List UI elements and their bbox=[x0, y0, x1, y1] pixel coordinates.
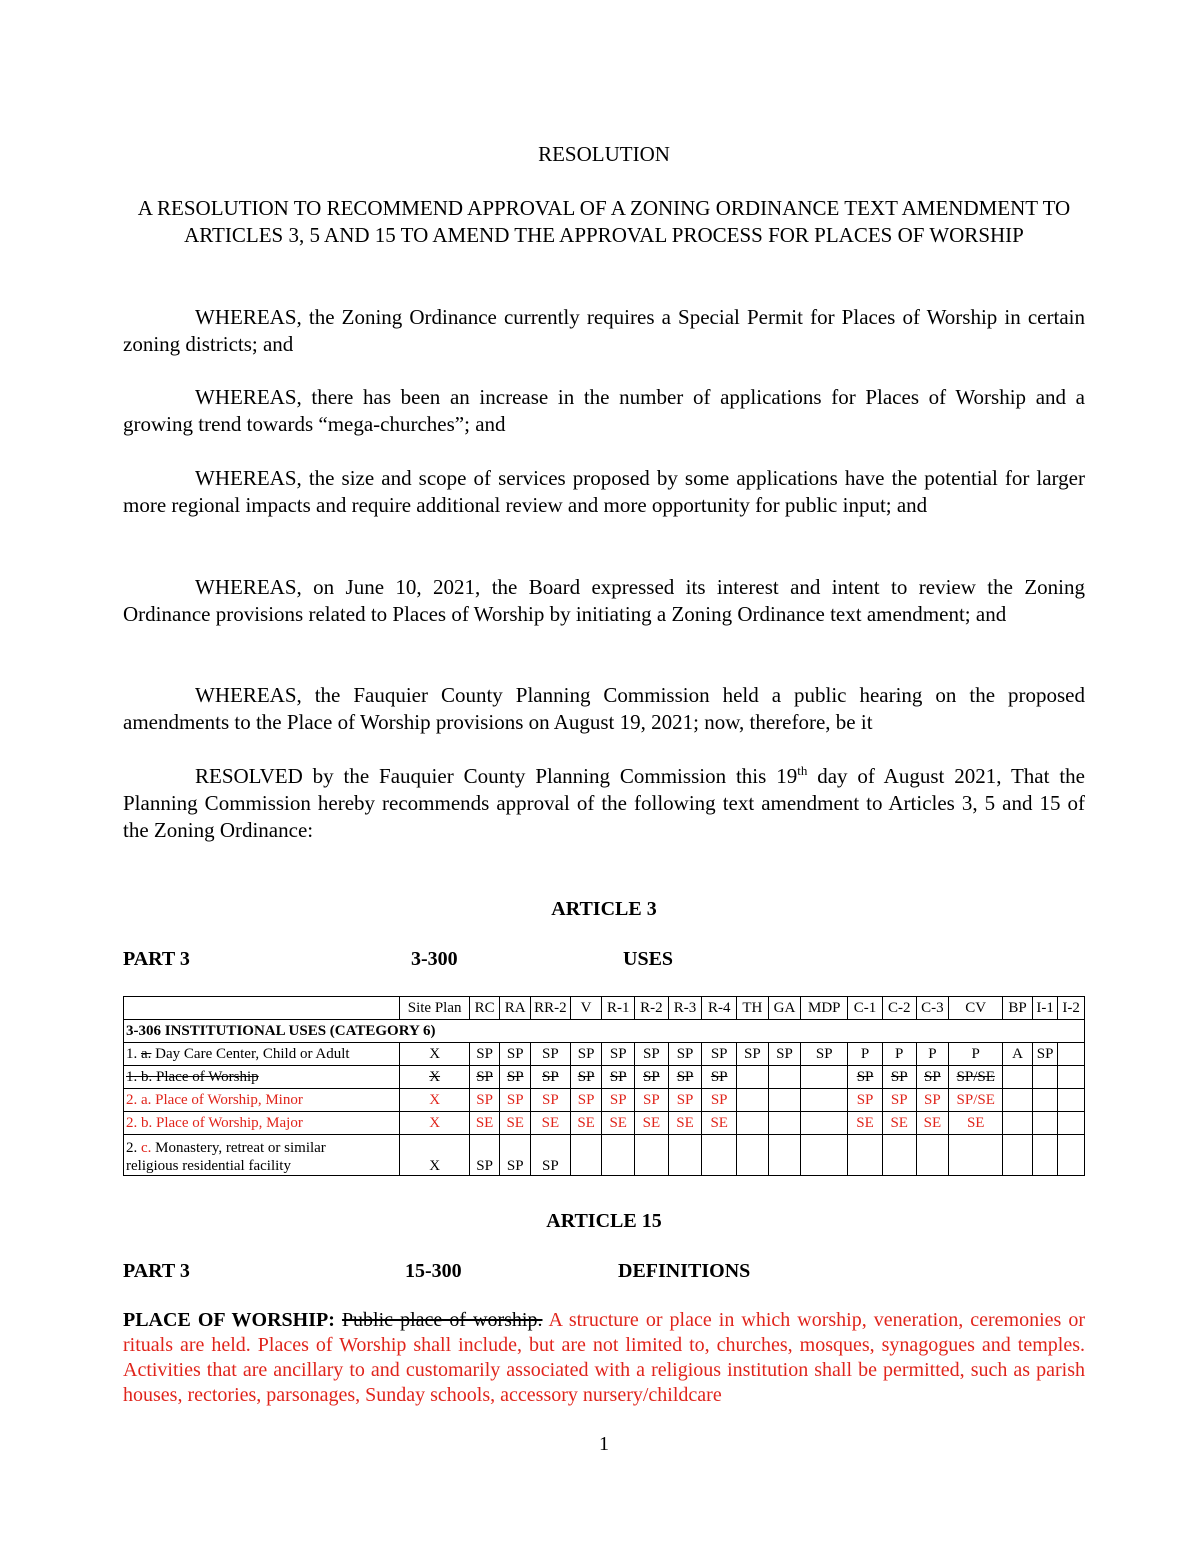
table-cell: SE bbox=[500, 1112, 531, 1135]
table-cell: X bbox=[400, 1135, 469, 1176]
table-row bbox=[124, 1112, 1085, 1135]
table-cell: SP bbox=[570, 1089, 602, 1112]
table-row bbox=[124, 1066, 1085, 1089]
column-header: C-1 bbox=[848, 997, 883, 1020]
table-cell bbox=[768, 1066, 801, 1089]
table-cell bbox=[882, 1135, 916, 1176]
table-cell: SE bbox=[602, 1112, 635, 1135]
table-cell: SE bbox=[531, 1112, 571, 1135]
table-row bbox=[124, 1135, 1085, 1176]
table-cell bbox=[1032, 1112, 1058, 1135]
section-title-row bbox=[124, 1020, 1085, 1043]
table-cell: P bbox=[848, 1043, 883, 1066]
article-3-part: PART 3 bbox=[123, 948, 190, 970]
table-cell bbox=[916, 1135, 949, 1176]
table-cell: SP bbox=[801, 1043, 848, 1066]
resolution-title: A RESOLUTION TO RECOMMEND APPROVAL OF A ZONING ORDINANCE TEXT AMENDMENT TO ARTICLES 3, 5 AND 15 TO AMEND THE APPROVAL PROCESS FOR PLACES OF WORSHIP bbox=[137, 196, 1071, 247]
table-cell: SP bbox=[602, 1043, 635, 1066]
table-cell: P bbox=[882, 1043, 916, 1066]
table-cell: SP bbox=[702, 1066, 737, 1089]
whereas-paragraph: WHEREAS, the Fauquier County Planning Commission held a public hearing on the proposed amendments to the Place of Worship provisions on August 19, 2021; now, therefore, be it bbox=[123, 683, 1085, 734]
table-cell: SE bbox=[635, 1112, 669, 1135]
table-cell: SP bbox=[1032, 1043, 1058, 1066]
table-cell bbox=[801, 1066, 848, 1089]
table-cell: SP/SE bbox=[949, 1089, 1003, 1112]
table-cell bbox=[737, 1066, 769, 1089]
deleted-definition-text: Public place of worship. bbox=[341, 1309, 543, 1331]
table-cell bbox=[602, 1135, 635, 1176]
table-cell: SE bbox=[949, 1112, 1003, 1135]
table-cell: SE bbox=[848, 1112, 883, 1135]
whereas-paragraph: WHEREAS, the Zoning Ordinance currently requires a Special Permit for Places of Worship in certain zoning districts; and bbox=[123, 305, 1085, 356]
table-cell bbox=[1058, 1043, 1085, 1066]
table-cell bbox=[570, 1135, 602, 1176]
column-header: RC bbox=[469, 997, 500, 1020]
use-label-prefix: 2. b. Place of Worship, Major bbox=[126, 1115, 303, 1131]
table-cell: SP bbox=[668, 1066, 702, 1089]
table-cell: SP bbox=[469, 1135, 500, 1176]
table-cell bbox=[1058, 1112, 1085, 1135]
column-header: BP bbox=[1003, 997, 1033, 1020]
table-cell: SP bbox=[668, 1089, 702, 1112]
table-header-row bbox=[124, 997, 1085, 1020]
table-cell: SP bbox=[602, 1066, 635, 1089]
use-label-rest: Day Care Center, Child or Adult bbox=[151, 1046, 350, 1062]
document-heading: RESOLUTION bbox=[538, 142, 670, 166]
table-cell: SP bbox=[702, 1043, 737, 1066]
column-header: CV bbox=[949, 997, 1003, 1020]
definition-term: PLACE OF WORSHIP: bbox=[123, 1309, 335, 1331]
table-cell bbox=[1003, 1089, 1033, 1112]
table-cell bbox=[768, 1135, 801, 1176]
column-header: R-1 bbox=[602, 997, 635, 1020]
table-cell: SE bbox=[469, 1112, 500, 1135]
table-cell bbox=[737, 1135, 769, 1176]
use-label-struck: 1. b. Place of Worship bbox=[126, 1069, 259, 1085]
table-cell bbox=[737, 1089, 769, 1112]
table-cell: SP bbox=[531, 1066, 571, 1089]
resolved-text-start: RESOLVED by the Fauquier County Planning Commission this 19 bbox=[195, 764, 798, 788]
table-cell: SP bbox=[500, 1066, 531, 1089]
table-cell: X bbox=[400, 1089, 469, 1112]
table-cell bbox=[801, 1135, 848, 1176]
use-label-new-letter: c. bbox=[141, 1140, 152, 1156]
table-cell: SP bbox=[602, 1089, 635, 1112]
table-cell bbox=[1003, 1135, 1033, 1176]
table-cell bbox=[737, 1112, 769, 1135]
column-header: C-2 bbox=[882, 997, 916, 1020]
table-cell: SP bbox=[848, 1066, 883, 1089]
table-cell: X bbox=[400, 1066, 469, 1089]
whereas-paragraph: WHEREAS, the size and scope of services proposed by some applications have the potential for larger more regional impacts and require additional review and more opportunity for public input; and bbox=[123, 466, 1085, 517]
table-cell: SP bbox=[916, 1089, 949, 1112]
ordinal-suffix: th bbox=[797, 763, 808, 778]
table-cell: SP bbox=[635, 1043, 669, 1066]
table-cell bbox=[1032, 1135, 1058, 1176]
new-definition-text: A structure or place in which worship, veneration, ceremonies or rituals are held. Places of Worship shall include, but are not limited to, churches, mosques, synagogues and temples. Activities that are ancillary to and customarily associated with a religious institution shall be permitted, such as parish houses, rectories, parsonages, Sunday schools, accessory nursery/childcare bbox=[123, 1309, 1086, 1406]
column-header: Site Plan bbox=[400, 997, 469, 1020]
column-header: V bbox=[570, 997, 602, 1020]
table-cell: SP bbox=[635, 1089, 669, 1112]
resolved-text-end: day of August 2021, That the Planning Commission hereby recommends approval of the following text amendment to Articles 3, 5 and 15 of the Zoning Ordinance: bbox=[123, 764, 1085, 842]
table-cell: SP bbox=[668, 1043, 702, 1066]
table-cell: P bbox=[949, 1043, 1003, 1066]
column-header: RA bbox=[500, 997, 531, 1020]
uses-table bbox=[123, 996, 1085, 1176]
table-cell: SP bbox=[882, 1089, 916, 1112]
use-label-rest: Monastery, retreat or similar bbox=[151, 1140, 326, 1156]
column-header: R-3 bbox=[668, 997, 702, 1020]
table-cell: SE bbox=[702, 1112, 737, 1135]
table-cell: SP/SE bbox=[949, 1066, 1003, 1089]
table-cell: SP bbox=[737, 1043, 769, 1066]
article-15-part: PART 3 bbox=[123, 1260, 190, 1282]
table-cell: SP bbox=[500, 1043, 531, 1066]
table-cell: SE bbox=[916, 1112, 949, 1135]
use-label-struck: a. bbox=[141, 1046, 152, 1062]
column-header: GA bbox=[768, 997, 801, 1020]
column-header: C-3 bbox=[916, 997, 949, 1020]
article-3-title: ARTICLE 3 bbox=[551, 898, 657, 920]
use-label bbox=[124, 1066, 400, 1089]
table-cell bbox=[635, 1135, 669, 1176]
table-cell bbox=[1058, 1089, 1085, 1112]
use-label bbox=[124, 1112, 400, 1135]
column-header: TH bbox=[737, 997, 769, 1020]
table-corner-cell bbox=[124, 997, 400, 1020]
table-cell bbox=[768, 1112, 801, 1135]
column-header: MDP bbox=[801, 997, 848, 1020]
article-15-title: ARTICLE 15 bbox=[546, 1210, 662, 1232]
table-cell: SP bbox=[570, 1066, 602, 1089]
column-header: I-1 bbox=[1032, 997, 1058, 1020]
column-header: R-4 bbox=[702, 997, 737, 1020]
table-cell: SP bbox=[916, 1066, 949, 1089]
table-cell: SP bbox=[500, 1089, 531, 1112]
table-cell: P bbox=[916, 1043, 949, 1066]
use-label-prefix: 1. bbox=[126, 1046, 141, 1062]
table-cell bbox=[848, 1135, 883, 1176]
article-3-subject: USES bbox=[623, 948, 674, 970]
use-label-prefix: 2. a. Place of Worship, Minor bbox=[126, 1092, 303, 1108]
table-cell bbox=[801, 1112, 848, 1135]
table-cell: SP bbox=[500, 1135, 531, 1176]
table-cell: SP bbox=[768, 1043, 801, 1066]
article-3-section: 3-300 bbox=[411, 948, 458, 970]
table-cell: SP bbox=[531, 1135, 571, 1176]
table-row bbox=[124, 1043, 1085, 1066]
table-cell: SP bbox=[570, 1043, 602, 1066]
table-cell: A bbox=[1003, 1043, 1033, 1066]
table-cell: X bbox=[400, 1112, 469, 1135]
table-cell bbox=[949, 1135, 1003, 1176]
table-cell: SE bbox=[668, 1112, 702, 1135]
definition-paragraph bbox=[123, 1308, 1085, 1408]
table-cell: X bbox=[400, 1043, 469, 1066]
whereas-paragraph: WHEREAS, there has been an increase in the number of applications for Places of Worship and a growing trend towards “mega-churches”; and bbox=[123, 385, 1085, 436]
table-cell: SE bbox=[882, 1112, 916, 1135]
table-cell bbox=[1058, 1066, 1085, 1089]
table-cell: SP bbox=[531, 1089, 571, 1112]
column-header: R-2 bbox=[635, 997, 669, 1020]
table-cell bbox=[1003, 1112, 1033, 1135]
table-cell bbox=[1032, 1066, 1058, 1089]
table-cell: SP bbox=[469, 1066, 500, 1089]
page-number: 1 bbox=[599, 1433, 609, 1455]
table-cell: SP bbox=[882, 1066, 916, 1089]
column-header: I-2 bbox=[1058, 997, 1085, 1020]
article-15-subject: DEFINITIONS bbox=[618, 1260, 751, 1282]
use-label-line-2: religious residential facility bbox=[126, 1158, 291, 1174]
resolved-paragraph bbox=[123, 763, 1085, 844]
article-15-section: 15-300 bbox=[405, 1260, 462, 1282]
table-cell: SP bbox=[469, 1089, 500, 1112]
table-cell bbox=[1003, 1066, 1033, 1089]
whereas-paragraph: WHEREAS, on June 10, 2021, the Board expressed its interest and intent to review the Zoning Ordinance provisions related to Places of Worship by initiating a Zoning Ordinance text amendment; and bbox=[123, 575, 1085, 626]
table-row bbox=[124, 1089, 1085, 1112]
section-title: 3-306 INSTITUTIONAL USES (CATEGORY 6) bbox=[124, 1020, 1085, 1043]
table-cell bbox=[801, 1089, 848, 1112]
column-header: RR-2 bbox=[531, 997, 571, 1020]
use-label bbox=[124, 1089, 400, 1112]
table-cell: SP bbox=[531, 1043, 571, 1066]
table-cell: SE bbox=[570, 1112, 602, 1135]
table-cell: SP bbox=[635, 1066, 669, 1089]
table-cell bbox=[702, 1135, 737, 1176]
table-cell: SP bbox=[848, 1089, 883, 1112]
table-cell bbox=[1058, 1135, 1085, 1176]
table-cell bbox=[1032, 1089, 1058, 1112]
table-cell bbox=[768, 1089, 801, 1112]
table-cell: SP bbox=[469, 1043, 500, 1066]
use-label-prefix: 2. bbox=[126, 1140, 141, 1156]
table-cell: SP bbox=[702, 1089, 737, 1112]
use-label bbox=[124, 1135, 400, 1176]
table-cell bbox=[668, 1135, 702, 1176]
use-label bbox=[124, 1043, 400, 1066]
